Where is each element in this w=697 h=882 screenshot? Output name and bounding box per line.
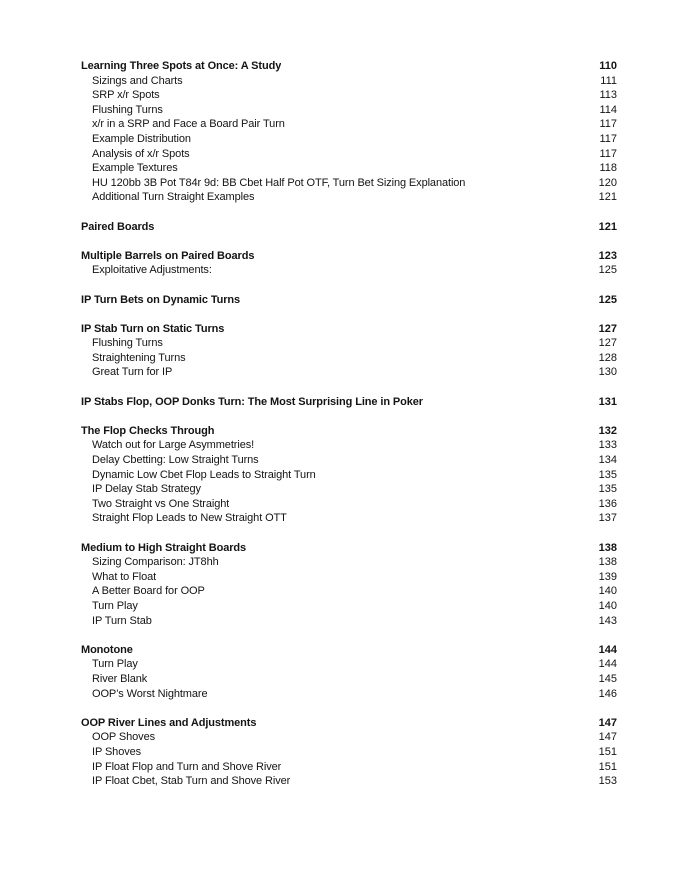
toc-section-title-row[interactable] — [81, 59, 617, 74]
toc-entry-page-number: 128 — [598, 351, 617, 364]
toc-entry-label: OOP Shoves — [92, 731, 155, 744]
toc-section — [81, 541, 617, 629]
toc-entry-page-number: 133 — [598, 439, 617, 452]
toc-entry-row[interactable] — [81, 147, 617, 162]
toc-section-title-page-number: 123 — [598, 249, 617, 262]
toc-entry-page-number: 121 — [598, 191, 617, 204]
toc-section-title-row[interactable] — [81, 541, 617, 556]
toc-entry-row[interactable] — [81, 687, 617, 702]
toc-entry-row[interactable] — [81, 453, 617, 468]
toc-section — [81, 716, 617, 789]
toc-entry-label: Example Distribution — [92, 132, 191, 145]
toc-entry-page-number: 136 — [598, 497, 617, 510]
toc-entry-label: A Better Board for OOP — [92, 585, 205, 598]
toc-entry-label: Exploitative Adjustments: — [92, 264, 212, 277]
toc-entry-row[interactable] — [81, 161, 617, 176]
toc-entry-row[interactable] — [81, 672, 617, 687]
toc-entry-label: Two Straight vs One Straight — [92, 497, 230, 510]
toc-entry-page-number: 151 — [598, 760, 617, 773]
toc-section-title-label: OOP River Lines and Adjustments — [81, 716, 257, 729]
toc-section-title-page-number: 110 — [599, 60, 617, 72]
toc-entry-label: Delay Cbetting: Low Straight Turns — [92, 454, 259, 467]
toc-entry-row[interactable] — [81, 555, 617, 570]
toc-entry-label: Example Textures — [92, 162, 178, 175]
table-of-contents — [81, 59, 617, 789]
toc-section — [81, 322, 617, 380]
toc-entry-row[interactable] — [81, 351, 617, 366]
toc-section-title-row[interactable] — [81, 293, 617, 308]
toc-entry-label: What to Float — [92, 570, 157, 583]
toc-section-title-label: Learning Three Spots at Once: A Study — [81, 60, 282, 72]
toc-section-title-label: Paired Boards — [81, 220, 155, 233]
toc-section-title-label: IP Stabs Flop, OOP Donks Turn: The Most Surprising Line in Poker — [81, 395, 423, 408]
toc-entry-row[interactable] — [81, 117, 617, 132]
toc-entry-page-number: 151 — [598, 745, 617, 758]
toc-entry-page-number: 140 — [598, 585, 617, 598]
toc-entry-page-number: 139 — [598, 570, 617, 583]
toc-entry-page-number: 135 — [598, 468, 617, 481]
toc-entry-row[interactable] — [81, 468, 617, 483]
toc-section — [81, 643, 617, 701]
toc-entry-row[interactable] — [81, 103, 617, 118]
toc-section-title-page-number: 132 — [598, 424, 617, 437]
toc-entry-page-number: 138 — [598, 556, 617, 569]
toc-entry-label: Turn Play — [92, 658, 138, 671]
toc-section-title-label: Multiple Barrels on Paired Boards — [81, 249, 255, 262]
toc-entry-label: Dynamic Low Cbet Flop Leads to Straight Turn — [92, 468, 316, 481]
toc-entry-row[interactable] — [81, 132, 617, 147]
toc-section-title-page-number: 121 — [598, 220, 617, 233]
toc-section — [81, 249, 617, 278]
toc-entry-page-number: 147 — [598, 731, 617, 744]
toc-entry-row[interactable] — [81, 774, 617, 789]
toc-entry-row[interactable] — [81, 88, 617, 103]
toc-entry-label: IP Turn Stab — [92, 614, 152, 627]
toc-entry-page-number: 137 — [598, 512, 617, 525]
toc-entry-row[interactable] — [81, 760, 617, 775]
toc-entry-label: Additional Turn Straight Examples — [92, 191, 255, 204]
toc-entry-row[interactable] — [81, 263, 617, 278]
toc-entry-label: IP Shoves — [92, 745, 142, 758]
toc-entry-row[interactable] — [81, 745, 617, 760]
toc-section-title-label: IP Turn Bets on Dynamic Turns — [81, 293, 241, 306]
toc-entry-page-number: 143 — [598, 614, 617, 627]
toc-section — [81, 220, 617, 235]
toc-entry-row[interactable] — [81, 74, 617, 89]
toc-entry-row[interactable] — [81, 482, 617, 497]
toc-entry-page-number: 113 — [599, 89, 617, 102]
toc-entry-label: Sizing Comparison: JT8hh — [92, 556, 219, 569]
toc-entry-page-number: 153 — [598, 775, 617, 788]
toc-entry-page-number: 118 — [599, 162, 617, 175]
toc-section-title-row[interactable] — [81, 395, 617, 410]
toc-section-title-page-number: 138 — [598, 541, 617, 554]
toc-entry-row[interactable] — [81, 614, 617, 629]
toc-entry-row[interactable] — [81, 511, 617, 526]
toc-entry-row[interactable] — [81, 570, 617, 585]
toc-section-title-row[interactable] — [81, 424, 617, 439]
toc-entry-label: Analysis of x/r Spots — [92, 147, 190, 160]
toc-section-title-page-number: 127 — [598, 322, 617, 335]
toc-section-title-label: Monotone — [81, 643, 133, 656]
toc-section-title-page-number: 144 — [598, 643, 617, 656]
toc-entry-label: Turn Play — [92, 599, 138, 612]
toc-entry-page-number: 145 — [598, 672, 617, 685]
toc-entry-page-number: 125 — [598, 264, 617, 277]
toc-entry-page-number: 140 — [598, 599, 617, 612]
toc-entry-page-number: 120 — [598, 176, 617, 189]
toc-entry-label: OOP’s Worst Nightmare — [92, 687, 208, 700]
toc-entry-page-number: 111 — [600, 74, 617, 87]
toc-entry-label: River Blank — [92, 672, 148, 685]
toc-entry-page-number: 117 — [599, 147, 617, 160]
toc-entry-label: x/r in a SRP and Face a Board Pair Turn — [92, 118, 285, 131]
toc-entry-page-number: 117 — [599, 132, 617, 145]
toc-entry-row[interactable] — [81, 176, 617, 191]
toc-entry-page-number: 130 — [598, 366, 617, 379]
toc-entry-label: Sizings and Charts — [92, 74, 183, 87]
toc-section-title-label: The Flop Checks Through — [81, 424, 215, 437]
toc-section-title-row[interactable] — [81, 220, 617, 235]
toc-entry-label: Great Turn for IP — [92, 366, 173, 379]
toc-entry-row[interactable] — [81, 336, 617, 351]
toc-entry-row[interactable] — [81, 657, 617, 672]
toc-section — [81, 424, 617, 526]
toc-entry-label: IP Delay Stab Strategy — [92, 483, 201, 496]
toc-section-title-row[interactable] — [81, 716, 617, 731]
toc-section-title-label: IP Stab Turn on Static Turns — [81, 322, 225, 335]
toc-entry-label: Straight Flop Leads to New Straight OTT — [92, 512, 287, 525]
toc-entry-label: Flushing Turns — [92, 337, 163, 350]
toc-section-title-row[interactable] — [81, 322, 617, 337]
toc-section-title-page-number: 131 — [598, 395, 617, 408]
toc-entry-row[interactable] — [81, 190, 617, 205]
toc-entry-row[interactable] — [81, 497, 617, 512]
toc-entry-row[interactable] — [81, 365, 617, 380]
toc-entry-label: Watch out for Large Asymmetries! — [92, 439, 255, 452]
toc-section-title-label: Medium to High Straight Boards — [81, 541, 247, 554]
toc-section-title-row[interactable] — [81, 249, 617, 264]
toc-entry-page-number: 117 — [599, 118, 617, 131]
toc-section — [81, 59, 617, 205]
toc-section-title-page-number: 125 — [598, 293, 617, 306]
toc-entry-page-number: 144 — [598, 658, 617, 671]
toc-section — [81, 395, 617, 410]
toc-section — [81, 293, 617, 308]
toc-entry-row[interactable] — [81, 438, 617, 453]
toc-section-title-page-number: 147 — [598, 716, 617, 729]
toc-entry-page-number: 114 — [599, 103, 617, 116]
toc-entry-page-number: 146 — [598, 687, 617, 700]
toc-section-title-row[interactable] — [81, 643, 617, 658]
toc-entry-label: HU 120bb 3B Pot T84r 9d: BB Cbet Half Pot OTF, Turn Bet Sizing Explanation — [92, 176, 466, 189]
toc-entry-label: Flushing Turns — [92, 103, 163, 116]
toc-entry-page-number: 134 — [598, 454, 617, 467]
toc-entry-row[interactable] — [81, 730, 617, 745]
toc-entry-row[interactable] — [81, 599, 617, 614]
toc-entry-page-number: 135 — [598, 483, 617, 496]
toc-entry-label: Straightening Turns — [92, 351, 186, 364]
toc-entry-row[interactable] — [81, 584, 617, 599]
toc-entry-label: SRP x/r Spots — [92, 89, 160, 102]
toc-entry-page-number: 127 — [598, 337, 617, 350]
toc-entry-label: IP Float Flop and Turn and Shove River — [92, 760, 282, 773]
toc-entry-label: IP Float Cbet, Stab Turn and Shove River — [92, 775, 291, 788]
